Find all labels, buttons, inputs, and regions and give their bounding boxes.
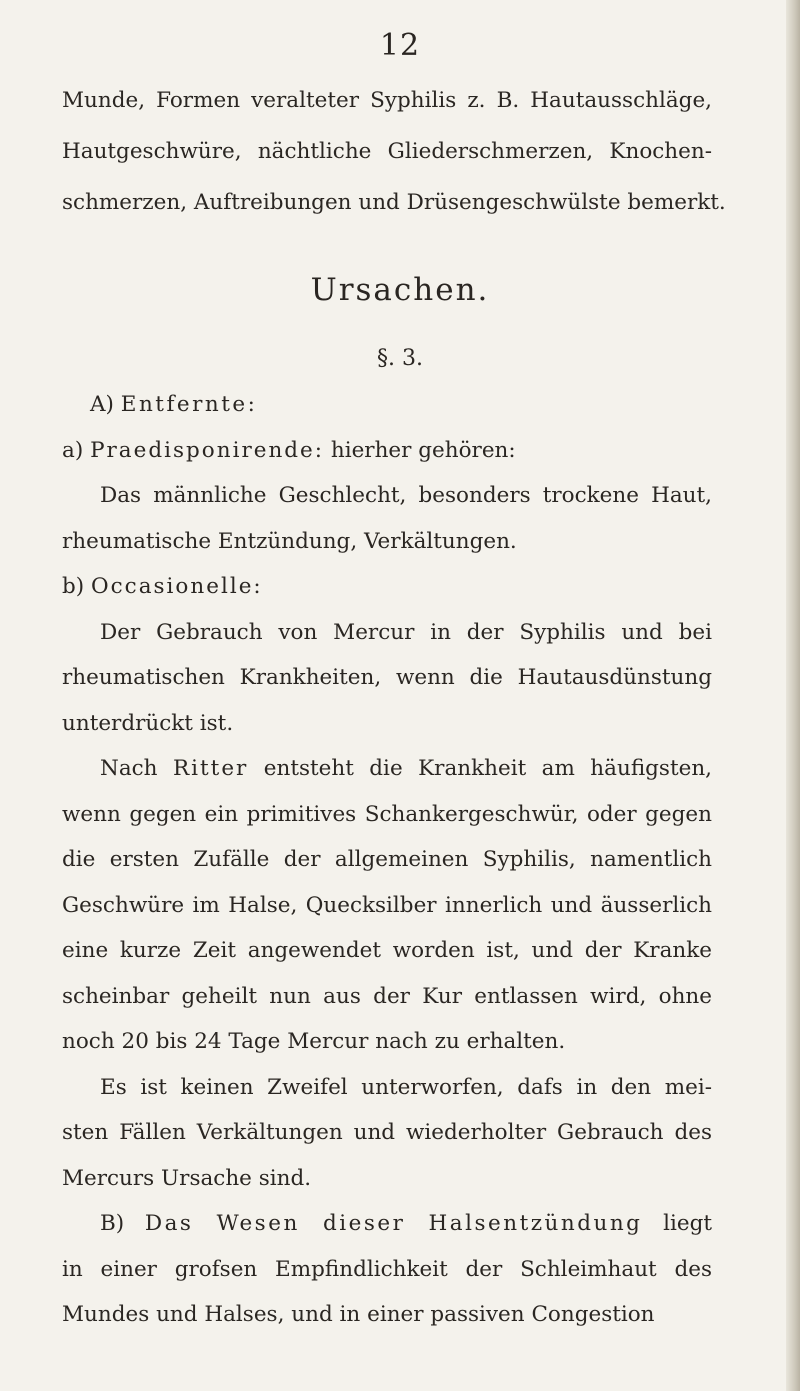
section-number: §. 3.: [377, 346, 423, 371]
subsection-marker: B): [100, 1211, 125, 1236]
category-label: Praedisponirende:: [90, 437, 325, 463]
text-line: Munde, Formen veralteter Syphilis z. B. Hautausschläge,: [62, 88, 712, 113]
category-marker: a): [62, 437, 84, 463]
category-marker: b): [62, 574, 85, 599]
text-line: Der Gebrauch von Mercur in der Syphilis und bei: [100, 619, 712, 645]
text-line: Mundes und Halses, und in einer passiven Congestion: [62, 1302, 655, 1327]
category-b-line: [62, 574, 712, 600]
text-rest: entsteht die Krankheit am häufigsten,: [248, 756, 712, 781]
page-edge: [786, 0, 800, 1391]
text-line: sten Fällen Verkältungen und wiederholter Gebrauch des: [62, 1120, 712, 1145]
category-label: Occasionelle:: [91, 574, 263, 599]
subsection-rest: liegt: [642, 1211, 712, 1236]
section-heading: Ursachen.: [310, 272, 490, 308]
text-line: Mercurs Ursache sind.: [62, 1165, 312, 1191]
page-number: 12: [379, 28, 421, 63]
author-name: Ritter: [172, 756, 249, 781]
text-prefix: Nach: [100, 756, 173, 781]
text-line: unterdrückt ist.: [62, 710, 234, 736]
text-line: rheumatische Entzündung, Verkältungen.: [62, 528, 517, 554]
text-line: scheinbar geheilt nun aus der Kur entlassen wird, ohne: [62, 983, 712, 1009]
text-line: Es ist keinen Zweifel unterworfen, dafs in den mei-: [100, 1074, 712, 1100]
subsection-label: Entfernte:: [120, 392, 258, 417]
text-line: eine kurze Zeit angewendet worden ist, und der Kranke: [62, 938, 712, 963]
text-line: in einer grofsen Empfindlichkeit der Schleimhaut des: [62, 1256, 712, 1282]
ritter-line: [100, 756, 712, 782]
text-line: noch 20 bis 24 Tage Mercur nach zu erhalten.: [62, 1029, 566, 1054]
subsection-a-heading: [90, 392, 740, 418]
category-rest: hierher gehören:: [324, 437, 516, 463]
subsection-marker: A): [90, 392, 114, 417]
subsection-b-heading: [100, 1211, 712, 1237]
text-line: Geschwüre im Halse, Quecksilber innerlich und äusserlich: [62, 892, 712, 918]
text-line: wenn gegen ein primitives Schankergeschwür, oder gegen: [62, 801, 712, 827]
subsection-label: Das Wesen dieser Halsentzündung: [144, 1211, 643, 1236]
category-a-line: [62, 438, 712, 464]
text-line: schmerzen, Auftreibungen und Drüsengeschwülste bemerkt.: [62, 190, 726, 215]
text-line: Das männliche Geschlecht, besonders trockene Haut,: [100, 483, 712, 508]
text-line: die ersten Zufälle der allgemeinen Syphilis, namentlich: [62, 847, 712, 872]
text-line: Hautgeschwüre, nächtliche Gliederschmerzen, Knochen-: [62, 139, 712, 164]
text-line: rheumatischen Krankheiten, wenn die Hautausdünstung: [62, 665, 712, 690]
